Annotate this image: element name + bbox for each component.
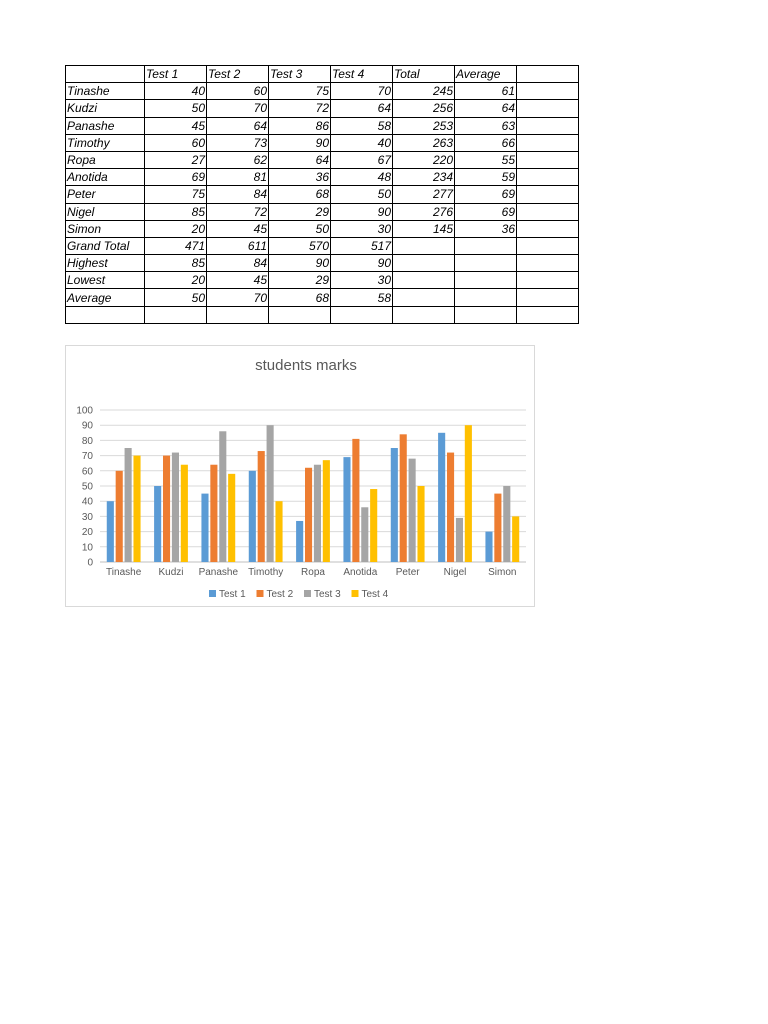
table-cell[interactable]: 73 — [207, 134, 269, 151]
row-label-cell[interactable]: Ropa — [66, 151, 145, 168]
table-cell[interactable] — [455, 272, 517, 289]
table-cell[interactable] — [517, 255, 579, 272]
table-cell[interactable]: 67 — [331, 151, 393, 168]
table-cell[interactable]: 50 — [331, 186, 393, 203]
legend-label[interactable]: Test 2 — [266, 589, 294, 600]
table-cell[interactable] — [455, 237, 517, 254]
bar-test-1-peter[interactable] — [391, 448, 398, 562]
table-cell[interactable]: 90 — [331, 255, 393, 272]
legend-swatch — [304, 590, 311, 597]
table-row — [66, 306, 579, 323]
column-header-cell[interactable]: Total — [393, 66, 455, 83]
x-tick-label: Anotida — [343, 567, 378, 578]
table-cell[interactable]: 63 — [455, 117, 517, 134]
table-cell[interactable] — [517, 306, 579, 323]
legend-label[interactable]: Test 3 — [314, 589, 341, 600]
table-row — [66, 100, 579, 117]
row-label-cell[interactable]: Timothy — [66, 134, 145, 151]
table-cell[interactable] — [393, 289, 455, 306]
legend-swatch — [209, 590, 216, 597]
bar-test-2-anotida[interactable] — [352, 439, 359, 562]
table-cell[interactable]: 29 — [269, 272, 331, 289]
row-label-cell[interactable]: Lowest — [66, 272, 145, 289]
table-cell[interactable]: 90 — [269, 255, 331, 272]
table-cell[interactable]: 50 — [269, 220, 331, 237]
table-cell[interactable] — [393, 255, 455, 272]
table-cell[interactable]: 64 — [207, 117, 269, 134]
table-cell[interactable]: 30 — [331, 272, 393, 289]
table-cell[interactable] — [517, 203, 579, 220]
table-row — [66, 83, 579, 100]
table-cell[interactable] — [517, 117, 579, 134]
bar-test-4-ropa[interactable] — [323, 460, 330, 562]
bar-test-1-panashe[interactable] — [201, 494, 208, 562]
table-row — [66, 151, 579, 168]
table-cell[interactable]: 75 — [145, 186, 207, 203]
row-label-cell[interactable]: Peter — [66, 186, 145, 203]
column-header-cell[interactable]: Average — [455, 66, 517, 83]
table-cell[interactable] — [393, 272, 455, 289]
bar-test-2-simon[interactable] — [494, 494, 501, 562]
bar-test-3-tinashe[interactable] — [125, 448, 132, 562]
table-cell[interactable]: 29 — [269, 203, 331, 220]
y-tick-label: 10 — [81, 542, 93, 554]
table-cell[interactable]: 36 — [269, 169, 331, 186]
table-cell[interactable]: 68 — [269, 186, 331, 203]
table-cell[interactable] — [517, 83, 579, 100]
table-cell[interactable]: 45 — [207, 220, 269, 237]
table-cell[interactable]: 256 — [393, 100, 455, 117]
bar-test-1-kudzi[interactable] — [154, 486, 161, 562]
row-label-cell[interactable] — [66, 306, 145, 323]
chart-title: students marks — [255, 357, 357, 374]
column-header-cell[interactable] — [66, 66, 145, 83]
table-cell[interactable]: 90 — [331, 203, 393, 220]
x-tick-label: Kudzi — [158, 567, 184, 578]
bar-test-1-anotida[interactable] — [343, 457, 350, 562]
table-cell[interactable]: 75 — [269, 83, 331, 100]
table-cell[interactable]: 40 — [145, 83, 207, 100]
bar-test-4-kudzi[interactable] — [181, 465, 188, 562]
table-cell[interactable]: 84 — [207, 255, 269, 272]
bar-test-2-kudzi[interactable] — [163, 456, 170, 562]
y-tick-label: 30 — [81, 511, 93, 523]
table-cell[interactable]: 570 — [269, 237, 331, 254]
table-row — [66, 289, 579, 306]
table-cell[interactable]: 20 — [145, 272, 207, 289]
table-cell[interactable]: 64 — [455, 100, 517, 117]
table-cell[interactable] — [331, 306, 393, 323]
bar-test-3-timothy[interactable] — [267, 425, 274, 562]
x-tick-label: Simon — [488, 567, 517, 578]
y-tick-label: 0 — [87, 557, 93, 569]
bar-test-4-peter[interactable] — [417, 486, 424, 562]
legend-label[interactable]: Test 4 — [361, 589, 389, 600]
header-row — [66, 66, 579, 83]
y-tick-label: 100 — [76, 405, 93, 417]
bar-test-1-nigel[interactable] — [438, 433, 445, 562]
table-cell[interactable] — [517, 272, 579, 289]
table-cell[interactable]: 245 — [393, 83, 455, 100]
row-label-cell[interactable]: Nigel — [66, 203, 145, 220]
bar-test-4-simon[interactable] — [512, 516, 519, 562]
table-cell[interactable]: 66 — [455, 134, 517, 151]
row-label-cell[interactable]: Average — [66, 289, 145, 306]
table-cell[interactable]: 58 — [331, 117, 393, 134]
table-cell[interactable]: 220 — [393, 151, 455, 168]
table-cell[interactable]: 70 — [207, 100, 269, 117]
bar-test-4-anotida[interactable] — [370, 489, 377, 562]
bar-test-2-timothy[interactable] — [258, 451, 265, 562]
table-cell[interactable]: 90 — [269, 134, 331, 151]
column-header-cell[interactable]: Test 4 — [331, 66, 393, 83]
table-cell[interactable]: 68 — [269, 289, 331, 306]
x-tick-label: Nigel — [443, 567, 467, 578]
bar-test-3-kudzi[interactable] — [172, 453, 179, 562]
marks-table — [65, 65, 579, 324]
table-row — [66, 169, 579, 186]
table-cell[interactable]: 36 — [455, 220, 517, 237]
table-row — [66, 237, 579, 254]
table-cell[interactable]: 84 — [207, 186, 269, 203]
table-cell[interactable]: 45 — [207, 272, 269, 289]
bar-test-3-anotida[interactable] — [361, 507, 368, 562]
table-cell[interactable]: 517 — [331, 237, 393, 254]
table-row — [66, 186, 579, 203]
bar-test-3-peter[interactable] — [409, 459, 416, 562]
row-label-cell[interactable]: Simon — [66, 220, 145, 237]
bar-test-1-ropa[interactable] — [296, 521, 303, 562]
table-row — [66, 272, 579, 289]
table-cell[interactable]: 70 — [207, 289, 269, 306]
table-cell[interactable] — [207, 306, 269, 323]
legend-swatch — [352, 590, 359, 597]
table-cell[interactable]: 85 — [145, 203, 207, 220]
bar-chart — [66, 346, 534, 606]
legend — [209, 589, 389, 600]
table-cell[interactable]: 86 — [269, 117, 331, 134]
table-cell[interactable]: 50 — [145, 289, 207, 306]
table-cell[interactable] — [145, 306, 207, 323]
bar-test-2-tinashe[interactable] — [116, 471, 123, 562]
bar-test-1-tinashe[interactable] — [107, 501, 114, 562]
bar-test-3-ropa[interactable] — [314, 465, 321, 562]
legend-swatch — [257, 590, 264, 597]
y-tick-label: 80 — [81, 435, 93, 447]
bar-test-3-panashe[interactable] — [219, 431, 226, 562]
row-label-cell[interactable]: Anotida — [66, 169, 145, 186]
row-label-cell[interactable]: Grand Total — [66, 237, 145, 254]
table-row — [66, 220, 579, 237]
table-cell[interactable]: 58 — [331, 289, 393, 306]
table-cell[interactable]: 72 — [269, 100, 331, 117]
bar-test-4-timothy[interactable] — [275, 501, 282, 562]
table-cell[interactable] — [517, 186, 579, 203]
table-cell[interactable]: 59 — [455, 169, 517, 186]
x-tick-label: Peter — [395, 567, 420, 578]
table-cell[interactable]: 64 — [331, 100, 393, 117]
table-cell[interactable] — [393, 237, 455, 254]
bar-test-3-nigel[interactable] — [456, 518, 463, 562]
table-row — [66, 134, 579, 151]
table-cell[interactable]: 45 — [145, 117, 207, 134]
table-cell[interactable]: 611 — [207, 237, 269, 254]
table-cell[interactable] — [517, 220, 579, 237]
table-cell[interactable] — [517, 151, 579, 168]
table-cell[interactable]: 69 — [145, 169, 207, 186]
column-header-cell[interactable]: Test 3 — [269, 66, 331, 83]
table-cell[interactable]: 60 — [207, 83, 269, 100]
x-tick-label: Tinashe — [106, 567, 142, 578]
column-header-cell[interactable]: Test 2 — [207, 66, 269, 83]
table-cell[interactable]: 471 — [145, 237, 207, 254]
y-tick-label: 40 — [81, 496, 93, 508]
table-cell[interactable]: 55 — [455, 151, 517, 168]
table-cell[interactable] — [455, 306, 517, 323]
table-cell[interactable] — [455, 289, 517, 306]
table-row — [66, 117, 579, 134]
table-cell[interactable]: 64 — [269, 151, 331, 168]
table-cell[interactable]: 81 — [207, 169, 269, 186]
table-cell[interactable]: 20 — [145, 220, 207, 237]
table-cell[interactable] — [517, 237, 579, 254]
bars — [107, 425, 519, 562]
row-label-cell[interactable]: Highest — [66, 255, 145, 272]
table-cell[interactable]: 69 — [455, 186, 517, 203]
table-cell[interactable]: 61 — [455, 83, 517, 100]
row-label-cell[interactable]: Tinashe — [66, 83, 145, 100]
table-cell[interactable]: 30 — [331, 220, 393, 237]
table-cell[interactable]: 277 — [393, 186, 455, 203]
table-row — [66, 203, 579, 220]
bar-test-1-timothy[interactable] — [249, 471, 256, 562]
row-label-cell[interactable]: Panashe — [66, 117, 145, 134]
table-cell[interactable] — [393, 306, 455, 323]
table-cell[interactable] — [517, 100, 579, 117]
table-cell[interactable] — [455, 255, 517, 272]
bar-test-4-tinashe[interactable] — [133, 456, 140, 562]
table-cell[interactable]: 27 — [145, 151, 207, 168]
table-cell[interactable]: 40 — [331, 134, 393, 151]
bar-test-2-ropa[interactable] — [305, 468, 312, 562]
table-cell[interactable]: 253 — [393, 117, 455, 134]
table-cell[interactable]: 70 — [331, 83, 393, 100]
y-tick-label: 50 — [81, 481, 93, 493]
column-header-cell[interactable] — [517, 66, 579, 83]
bar-test-2-peter[interactable] — [400, 434, 407, 562]
bar-test-2-panashe[interactable] — [210, 465, 217, 562]
column-header-cell[interactable]: Test 1 — [145, 66, 207, 83]
y-tick-label: 90 — [81, 420, 93, 432]
bar-test-2-nigel[interactable] — [447, 453, 454, 562]
bar-test-3-simon[interactable] — [503, 486, 510, 562]
table-cell[interactable]: 48 — [331, 169, 393, 186]
x-tick-label: Ropa — [301, 567, 325, 578]
table-cell[interactable]: 62 — [207, 151, 269, 168]
x-tick-label: Timothy — [248, 567, 284, 578]
table-cell[interactable] — [269, 306, 331, 323]
table-cell[interactable]: 263 — [393, 134, 455, 151]
table-cell[interactable]: 276 — [393, 203, 455, 220]
y-tick-label: 60 — [81, 466, 93, 478]
x-tick-label: Panashe — [198, 567, 239, 578]
table-cell[interactable] — [517, 169, 579, 186]
bar-test-1-simon[interactable] — [485, 532, 492, 562]
table-cell[interactable]: 234 — [393, 169, 455, 186]
table-cell[interactable] — [517, 289, 579, 306]
table-cell[interactable]: 50 — [145, 100, 207, 117]
table-cell[interactable]: 85 — [145, 255, 207, 272]
table-row — [66, 255, 579, 272]
table-cell[interactable]: 69 — [455, 203, 517, 220]
bar-test-4-nigel[interactable] — [465, 425, 472, 562]
table-cell[interactable]: 72 — [207, 203, 269, 220]
legend-label[interactable]: Test 1 — [219, 589, 246, 600]
chart-area[interactable] — [65, 345, 535, 607]
table-cell[interactable] — [517, 134, 579, 151]
marks-table-body — [66, 66, 579, 324]
bar-test-4-panashe[interactable] — [228, 474, 235, 562]
y-tick-label: 70 — [81, 451, 93, 463]
table-cell[interactable]: 60 — [145, 134, 207, 151]
table-cell[interactable]: 145 — [393, 220, 455, 237]
row-label-cell[interactable]: Kudzi — [66, 100, 145, 117]
y-tick-label: 20 — [81, 527, 93, 539]
